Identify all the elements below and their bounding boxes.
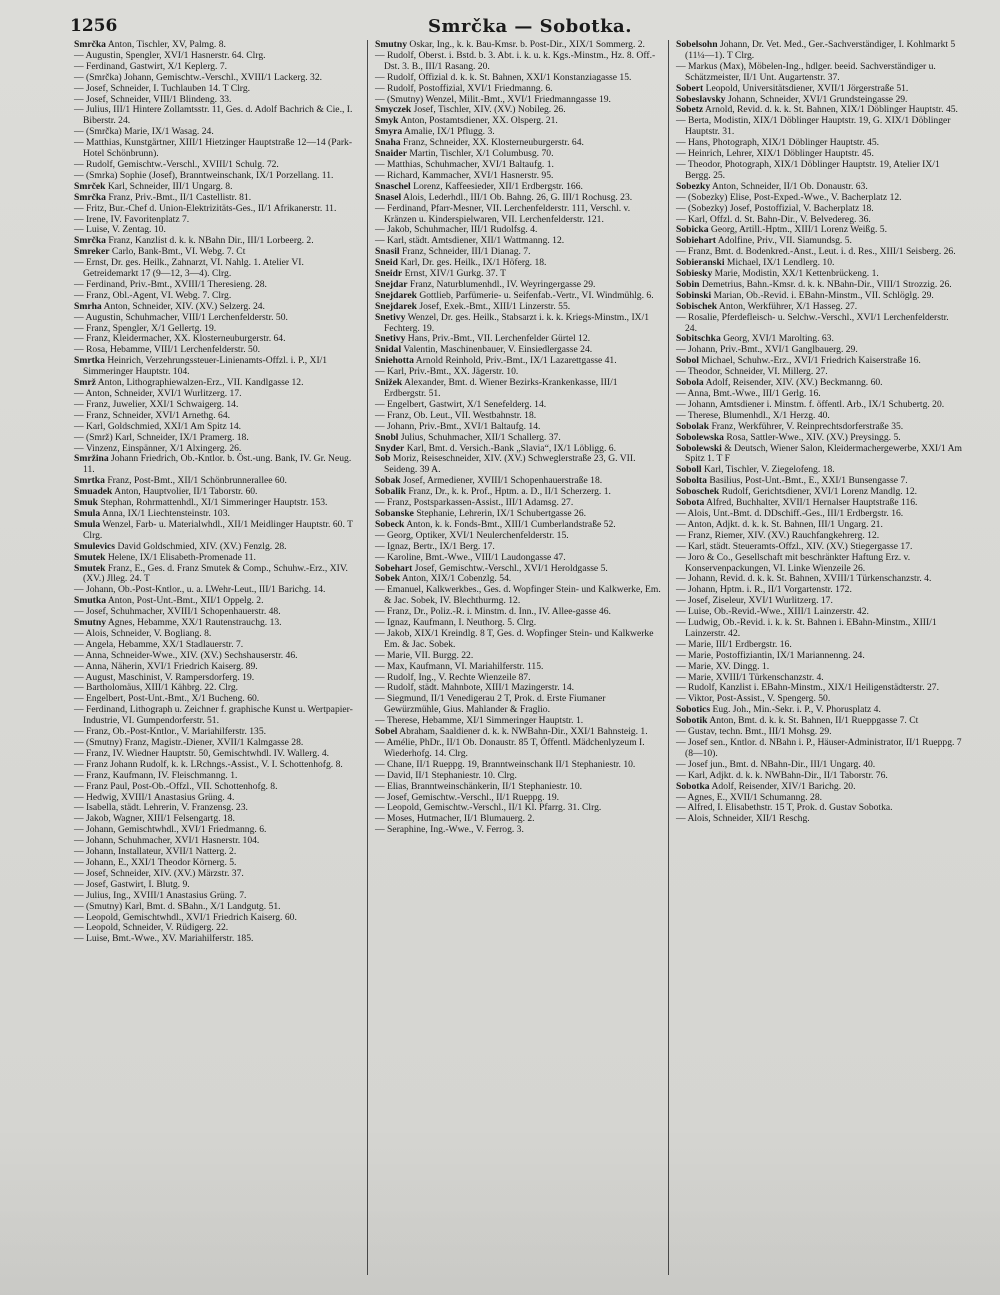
directory-entry: Soboschek Rudolf, Gerichtsdiener, XVI/1 Lorenz Mandlg. 12. [676, 486, 918, 498]
directory-entry: — Luise, Ob.-Revid.-Wwe., XIII/1 Lainzerstr. 42. [676, 606, 869, 618]
directory-entry: — Johann, Amtsdiener i. Minstm. f. öffentl. Arb., IX/1 Schubertg. 20. [676, 398, 945, 410]
directory-entry: — Karl, städt. Steueramts-Offzl., XIV. (XV.) Stiegergasse 17. [676, 540, 913, 552]
directory-entry: — Karl, Goldschmied, XXI/1 Am Spitz 14. [74, 420, 242, 432]
column-left [70, 40, 364, 1275]
directory-entry: Sobin Demetrius, Bahn.-Kmsr. d. k. k. NBahn-Dir., VIII/1 Strozzig. 26. [676, 278, 952, 290]
directory-entry: Sobicka Georg, Artill.-Hptm., XIII/1 Lorenz Weißg. 5. [676, 224, 887, 236]
directory-entry: — Marie, VII. Burgg. 22. [375, 649, 474, 661]
directory-entry: — Johann, Priv.-Bmt., XVI/1 Ganglbauerg. 29. [676, 344, 858, 356]
directory-entry: Sobolewski & Deutsch, Wiener Salon, Kleidermachergewerbe, XXI/1 Am Spitz 1. T F [676, 442, 962, 465]
directory-entry: — Marie, XV. Dingg. 1. [676, 660, 770, 672]
directory-entry: Sobotik Anton, Bmt. d. k. k. St. Bahnen, II/1 Rueppgasse 7. Ct [676, 715, 919, 727]
directory-entry: Snižek Alexander, Bmt. d. Wiener Bezirks-Krankenkasse, III/1 Erdbergstr. 51. [375, 377, 618, 399]
directory-entry: Smula Wenzel, Farb- u. Materialwhdl., XII/1 Meidlinger Hauptstr. 60. T Clrg. [74, 518, 353, 541]
directory-entry: — Matthias, Schuhmacher, XVI/1 Baltaufg. 1. [375, 158, 554, 170]
directory-entry: — Leopold, Schneider, V. Rüdigerg. 22. [74, 922, 229, 934]
directory-entry: — Karl, städt. Amtsdiener, XII/1 Wattmanng. 12. [375, 235, 565, 247]
directory-entry: Smrha Anton, Schneider, XIV. (XV.) Selzerg. 24. [74, 300, 265, 312]
directory-entry: — Rudolf, Ing., V. Rechte Wienzeile 87. [375, 671, 531, 683]
directory-entry: — Johann, Ob.-Post-Kntlor., u. a. LWehr-Leut., III/1 Barichg. 14. [74, 584, 326, 596]
directory-entry: — Julius, Ing., XVIII/1 Anastasius Grüng. 7. [74, 889, 247, 901]
directory-entry: — August, Maschinist, V. Rampersdorferg. 19. [74, 671, 255, 683]
directory-entry: — Therese, Hebamme, XI/1 Simmeringer Hauptstr. 1. [375, 715, 584, 727]
column-middle [371, 40, 665, 1275]
directory-entry: — Franz, Spengler, X/1 Gellertg. 19. [74, 322, 217, 334]
directory-entry: — Rudolf, Postoffizial, XVI/1 Friedmanng. 6. [375, 82, 553, 94]
directory-entry: — Vinzenz, Einspänner, X/1 Alxingerg. 26. [74, 442, 242, 454]
directory-entry: Sobolak Franz, Werkführer, V. Reinprechtsdorferstraße 35. [676, 420, 904, 432]
directory-entry: Sobel Abraham, Saaldiener d. k. k. NWBahn-Dir., XXI/1 Bahnsteig. 1. [375, 726, 648, 738]
directory-entry: Sobitschka Georg, XVI/1 Marolting. 63. [676, 333, 834, 345]
directory-entry: — (Smrčka) Johann, Gemischtw.-Verschl., XVIII/1 Lackerg. 32. [74, 71, 323, 83]
directory-entry: — Franz Paul, Post-Ob.-Offzl., VII. Schottenhofg. 8. [74, 780, 278, 792]
directory-entry: Snasel Alois, Lederhdl., III/1 Ob. Bahng. 26, G. III/1 Rochusg. 23. [375, 191, 633, 203]
directory-entry: — (Sobezky) Elise, Post-Exped.-Wwe., V. Bacherplatz 12. [676, 191, 902, 203]
directory-entry: — Therese, Blumenhdl., X/1 Herzg. 40. [676, 409, 830, 421]
directory-entry: — Rudolf, Gemischtw.-Verschl., XVIII/1 Schulg. 72. [74, 158, 279, 170]
directory-entry: — (Smrčka) Marie, IX/1 Wasag. 24. [74, 126, 214, 138]
directory-entry: Smuadek Anton, Hauptvolier, II/1 Taborstr. 60. [74, 486, 258, 498]
directory-entry: — Berta, Modistin, XIX/1 Döblinger Hauptstr. 19, G. XIX/1 Döblinger Hauptstr. 31. [676, 115, 951, 138]
directory-entry: — Elias, Branntweinschänkerin, II/1 Stephaniestr. 10. [375, 780, 583, 792]
directory-entry: Smrž Anton, Lithographiewalzen-Erz., VII. Kandlgasse 12. [74, 377, 304, 389]
directory-entry: — Josef sen., Kntlor. d. NBahn i. P., Häuser-Administrator, II/1 Rueppg. 7 (8—10). [676, 737, 962, 759]
directory-entry: — Theodor, Photograph, XIX/1 Döblinger Hauptstr. 19, Atelier IX/1 Bergg. 25. [676, 158, 940, 181]
directory-entry: — Bartholomäus, XIII/1 Kähbrg. 22. Clrg. [74, 682, 239, 694]
column-divider [367, 40, 368, 1275]
directory-entry: — Franz, Postsparkassen-Assist., III/1 Adamsg. 27. [375, 497, 574, 509]
directory-entry: — Leopold, Gemischtw.-Verschl., II/1 Kl. Pfarrg. 31. Clrg. [375, 802, 602, 814]
directory-entry: — Josef, Gastwirt, I. Blutg. 9. [74, 878, 190, 890]
directory-entry: Snasil Franz, Schneider, III/1 Dianag. 7. [375, 246, 531, 258]
directory-entry: — Ignaz, Bertr., IX/1 Berg. 17. [375, 540, 495, 552]
directory-entry: — Alois, Schneider, V. Bogliang. 8. [74, 627, 212, 639]
directory-entry: — Marie, XVIII/1 Türkenschanzstr. 4. [676, 671, 824, 683]
directory-entry: — Josef, Schneider, VIII/1 Blindeng. 33. [74, 93, 232, 105]
directory-entry: — (Smutny) Karl, Bmt. d. SBahn., X/1 Landgutg. 51. [74, 900, 281, 912]
directory-entry: — Augustin, Spengler, XVI/1 Hasnerstr. 64. Clrg. [74, 49, 266, 61]
directory-entry: — Siegmund, II/1 Venedigerau 2 T, Prok. d. Erste Fiumaner Gewürzmühle, Gius. Mahlander & Fraglio. [375, 693, 606, 716]
directory-entry: — Engelbert, Gastwirt, X/1 Senefelderg. 14. [375, 398, 547, 410]
directory-entry: Smrtka Heinrich, Verzehrungssteuer-Linienamts-Offzl. i. P., XI/1 Simmeringer Hauptstr. 104. [74, 355, 328, 378]
directory-entry: — Jakob, Wagner, XIII/1 Felsengartg. 18. [74, 813, 235, 825]
directory-entry: Sob Moriz, Reiseschneider, XIV. (XV.) Schweglerstraße 23, G. VII. Seideng. 39 A. [375, 453, 636, 476]
page-header [70, 10, 990, 40]
directory-entry: — Josef, Schneider, XIV. (XV.) Märzstr. 37. [74, 867, 244, 879]
directory-entry: Sobek Anton, XIX/1 Cobenzlg. 54. [375, 573, 512, 585]
directory-entry: Sobolewska Rosa, Sattler-Wwe., XIV. (XV.) Preysingg. 5. [676, 431, 901, 443]
directory-entry: — Anton, Schneider, XVI/1 Wurlitzerg. 17. [74, 388, 242, 399]
directory-entry: — Johann, Schuhmacher, XVI/1 Hasnerstr. 104. [74, 835, 260, 847]
page-number: 1256 [70, 16, 118, 36]
directory-entry: Smutny Oskar, Ing., k. k. Bau-Kmsr. b. Post-Dir., XIX/1 Sommerg. 2. [375, 40, 645, 50]
directory-entry: — Anna, Näherin, XVI/1 Friedrich Kaiserg. 89. [74, 660, 258, 672]
directory-entry: Snaschel Lorenz, Kaffeesieder, XII/1 Erdbergstr. 166. [375, 180, 583, 192]
directory-entry: — Gustav, techn. Bmt., III/1 Mohsg. 29. [676, 726, 832, 738]
directory-entry: — Anton, Adjkt. d. k. k. St. Bahnen, III/1 Ungarg. 21. [676, 518, 883, 530]
directory-entry: — Ignaz, Kaufmann, I. Neuthorg. 5. Clrg. [375, 617, 537, 629]
directory-entry: Sobotics Eug. Joh., Min.-Sekr. i. P., V. Phorusplatz 4. [676, 704, 881, 716]
directory-entry: Smržina Johann Friedrich, Ob.-Kntlor. b. Öst.-ung. Bank, IV. Gr. Neug. 11. [74, 453, 352, 476]
directory-entry: — Luise, V. Zentag. 10. [74, 224, 166, 236]
directory-entry: — Franz, Riemer, XIV. (XV.) Rauchfangkehrerg. 12. [676, 529, 880, 541]
directory-entry: — Alfred, I. Elisabethstr. 15 T, Prok. d. Gustav Sobotka. [676, 802, 893, 814]
directory-entry: — Karoline, Bmt.-Wwe., VIII/1 Laudongasse 47. [375, 551, 566, 563]
directory-entry: Sobota Alfred, Buchhalter, XVII/1 Hernalser Hauptstraße 116. [676, 497, 918, 509]
directory-entry: — Amélie, PhDr., II/1 Ob. Donaustr. 85 T, Öffentl. Mädchenlyzeum I. Wiederhofg. 14. Clrg. [375, 737, 645, 759]
directory-entry: Sobeck Anton, k. k. Fonds-Bmt., XIII/1 Cumberlandstraße 52. [375, 518, 616, 530]
directory-entry: Sobiehart Adolfine, Priv., VII. Siamundsg. 5. [676, 235, 852, 247]
directory-entry: Smutny Agnes, Hebamme, XX/1 Rautenstrauchg. 13. [74, 617, 282, 629]
directory-entry: — David, II/1 Stephaniestr. 10. Clrg. [375, 769, 517, 781]
directory-entry: — Franz, Dr., Poliz.-R. i. Minstm. d. Inn., IV. Allee-gasse 46. [375, 606, 611, 618]
running-head: Smrčka — Sobotka. [428, 16, 632, 37]
directory-entry: Sobischek Anton, Werkführer, X/1 Hasseg. 27. [676, 300, 858, 312]
directory-entry: — Johann, Installateur, XVII/1 Natterg. 2. [74, 846, 237, 858]
directory-entry: — Johann, Gemischtwhdl., XVI/1 Friedmanng. 6. [74, 824, 267, 836]
directory-entry: Snejdar Franz, Naturblumenhdl., IV. Weyringergasse 29. [375, 278, 596, 290]
directory-entry: — Josef, Gemischtw.-Verschl., II/1 Rueppg. 19. [375, 791, 560, 803]
directory-entry: Sobotka Adolf, Reisender, XIV/1 Barichg. 20. [676, 780, 856, 792]
directory-entry: — Johann, Priv.-Bmt., XVI/1 Baltaufg. 14. [375, 420, 541, 432]
directory-entry: Soboll Karl, Tischler, V. Ziegelofeng. 18. [676, 464, 835, 476]
directory-entry: Sobalik Franz, Dr., k. k. Prof., Hptm. a. D., II/1 Scherzerg. 1. [375, 486, 611, 498]
directory-entry: — Franz, Ob. Leut., VII. Westbahnstr. 18. [375, 409, 537, 421]
directory-entry: Smrtka Franz, Post-Bmt., XII/1 Schönbrunnerallee 60. [74, 475, 287, 487]
directory-entry: — Rudolf, Oberst. i. Bstd. b. 3. Abt. i. k. u. k. Kgs.-Minstm., Hz. 8. Off.-Dst. 3. B., III/1 Rasang. 20. [375, 49, 656, 72]
directory-entry: Smrčka Franz, Priv.-Bmt., II/1 Castellistr. 81. [74, 191, 252, 203]
directory-entry: — Marie, III/1 Erdbergstr. 16. [676, 638, 792, 650]
directory-entry: — (Smrka) Sophie (Josef), Branntweinschank, IX/1 Porzellang. 11. [74, 169, 334, 181]
directory-entry: Sobeslavsky Johann, Schneider, XVI/1 Grundsteingasse 29. [676, 93, 908, 105]
directory-entry: — Chane, II/1 Rueppg. 19, Branntweinschank II/1 Stephaniestr. 10. [375, 758, 636, 770]
directory-entry: Smrček Karl, Schneider, III/1 Ungarg. 8. [74, 180, 233, 192]
directory-entry: — Moses, Hutmacher, II/1 Blumauerg. 2. [375, 813, 535, 825]
directory-entry: — Josef, Schuhmacher, XVIII/1 Schopenhauerstr. 48. [74, 606, 281, 618]
directory-entry: Snejdarek Gottlieb, Parfümerie- u. Seifenfab.-Vertr., VI. Windmühlg. 6. [375, 289, 654, 301]
directory-entry: — Franz, Kleidermacher, XX. Klosterneuburgerstr. 64. [74, 333, 286, 345]
directory-entry: Sobezky Anton, Schneider, II/1 Ob. Donaustr. 63. [676, 180, 868, 192]
directory-entry: — Ludwig, Ob.-Revid. i. k. k. St. Bahnen i. EBahn-Minstm., XIII/1 Lainzerstr. 42. [676, 617, 937, 639]
directory-entry: Smutka Anton, Post-Unt.-Bmt., XII/1 Oppelg. 2. [74, 595, 264, 607]
directory-entry: — Engelbert, Post-Unt.-Bmt., X/1 Bucheng. 60. [74, 693, 260, 705]
directory-entry: Smulevics David Goldschmied, XIV. (XV.) Fenzlg. 28. [74, 540, 287, 552]
directory-columns [70, 40, 990, 1275]
directory-entry: — Franz, Juwelier, XXI/1 Schwaigerg. 14. [74, 398, 239, 410]
directory-entry: — Franz, Ob.-Post-Kntlor., V. Mariahilferstr. 135. [74, 726, 267, 738]
directory-entry: Sobolta Basilius, Post-Unt.-Bmt., E., XXI/1 Bunsengasse 7. [676, 475, 908, 487]
directory-entry: — Josef, Schneider, I. Tuchlauben 14. T Clrg. [74, 82, 251, 94]
directory-entry: Smula Anna, IX/1 Liechtensteinstr. 103. [74, 507, 230, 519]
directory-entry: — Franz, IV. Wiedner Hauptstr. 50, Gemischtwhdl. IV. Wallerg. 4. [74, 747, 330, 759]
directory-entry: — Hedwig, XVIII/1 Anastasius Grüng. 4. [74, 791, 235, 803]
directory-entry: Snidal Valentin, Maschinenbauer, V. Einsiedlergasse 24. [375, 344, 593, 356]
directory-entry: Sobelsohn Johann, Dr. Vet. Med., Ger.-Sachverständiger, I. Kohlmarkt 5 (11¼—1). T Clrg. [676, 40, 956, 61]
directory-entry: — Johann, Hptm. i. R., II/1 Vorgartenstr. 172. [676, 584, 852, 596]
directory-entry: — Rosalie, Pferdefleisch- u. Selchw.-Verschl., XVI/1 Lerchenfelderstr. 24. [676, 311, 949, 334]
directory-entry: Snetivy Wenzel, Dr. ges. Heilk., Stabsarzt i. k. k. Kriegs-Minstm., IX/1 Fechterg. 19. [375, 311, 650, 334]
directory-entry: — Johann, E., XXI/1 Theodor Körnerg. 5. [74, 856, 237, 868]
directory-entry: — Hans, Photograph, XIX/1 Döblinger Hauptstr. 45. [676, 137, 880, 149]
directory-entry: — Karl, Offzl. d. St. Bahn-Dir., V. Belvedereg. 36. [676, 213, 871, 225]
directory-entry: — Luise, Bmt.-Wwe., XV. Mariahilferstr. 185. [74, 933, 254, 945]
directory-entry: Snetivy Hans, Priv.-Bmt., VII. Lerchenfelder Gürtel 12. [375, 333, 591, 345]
directory-entry: — Rudolf, Offizial d. k. k. St. Bahnen, XXI/1 Konstanziagasse 15. [375, 71, 632, 83]
directory-entry: — Leopold, Gemischtwhdl., XVI/1 Friedrich Kaiserg. 60. [74, 911, 297, 923]
directory-entry: — Joro & Co., Gesellschaft mit beschränkter Haftung Erz. v. Konservenpackungen, VI. Linke Wienzeile 26. [676, 551, 911, 574]
directory-entry: — Rosa, Hebamme, VIII/1 Lerchenfelderstr. 50. [74, 344, 261, 356]
directory-entry: Sniehotta Arnold Reinhold, Priv.-Bmt., IX/1 Lazarettgasse 41. [375, 355, 617, 367]
directory-entry: — Alois, Unt.-Bmt. d. DDschiff.-Ges., III/1 Erdbergstr. 16. [676, 507, 904, 519]
directory-entry: Sobieranski Michael, IX/1 Lendlerg. 10. [676, 257, 835, 269]
directory-entry: Sneid Karl, Dr. ges. Heilk., IX/1 Höferg. 18. [375, 257, 547, 269]
directory-entry: — Karl, Priv.-Bmt., XX. Jägerstr. 10. [375, 366, 519, 378]
directory-entry: — Matthias, Kunstgärtner, XIII/1 Hietzinger Hauptstraße 12—14 (Park-Hotel Schönbrunn). [74, 137, 353, 160]
directory-entry: — Richard, Kammacher, XVI/1 Hasnerstr. 95. [375, 169, 554, 181]
directory-entry: — Jakob, Schuhmacher, III/1 Rudolfsg. 4. [375, 224, 538, 236]
column-divider [668, 40, 669, 1275]
directory-entry: Sobinski Marian, Ob.-Revid. i. EBahn-Minstm., VII. Schlöglg. 29. [676, 289, 934, 301]
directory-entry: — Franz Johann Rudolf, k. k. LRchngs.-Assist., V. I. Schottenhofg. 8. [74, 758, 343, 770]
directory-entry: — Viktor, Post-Assist., V. Spengerg. 50. [676, 693, 831, 705]
directory-entry: Smreker Carlo, Bank-Bmt., VI. Webg. 7. Ct [74, 246, 246, 258]
directory-entry: — Franz, Bmt. d. Bodenkred.-Anst., Leut. i. d. Res., XIII/1 Seisberg. 26. [676, 246, 956, 258]
directory-entry: — Franz, Obl.-Agent, VI. Webg. 7. Clrg. [74, 289, 232, 301]
directory-entry: — Ernst, Dr. ges. Heilk., Zahnarzt, VI. Nahlg. 1. Atelier VI. Getreidemarkt 17 (9—12, 3—4). Clrg. [74, 257, 304, 280]
directory-entry: — Ferdinand, Gastwirt, X/1 Keplerg. 7. [74, 60, 228, 72]
directory-entry: Sobehart Josef, Gemischtw.-Verschl., XVI/1 Heroldgasse 5. [375, 562, 608, 574]
directory-entry: Sobak Josef, Armediener, XVIII/1 Schopenhauerstraße 18. [375, 475, 603, 487]
directory-entry: Snyder Karl, Bmt. d. Versich.-Bank „Slavia“, IX/1 Löbligg. 6. [375, 442, 616, 454]
directory-entry: Smyra Amalie, IX/1 Pflugg. 3. [375, 126, 495, 138]
directory-entry: — Ferdinand, Lithograph u. Zeichner f. graphische Kunst u. Wertpapier-Industrie, VI. Gumpendorferstr. 51. [74, 704, 353, 727]
directory-entry: Smyczek Josef, Tischler, XIV. (XV.) Nobileg. 26. [375, 104, 566, 116]
directory-entry: — Max, Kaufmann, VI. Mariahilferstr. 115. [375, 660, 544, 672]
directory-entry: — Johann, Revid. d. k. k. St. Bahnen, XVIII/1 Türkenschanzstr. 4. [676, 573, 932, 585]
directory-entry: Sobert Leopold, Universitätsdiener, XVII/1 Jörgerstraße 51. [676, 82, 909, 94]
directory-entry: — Ferdinand, Priv.-Bmt., XVIII/1 Theresieng. 28. [74, 278, 267, 290]
directory-entry: — Theodor, Schneider, VI. Millerg. 27. [676, 366, 828, 378]
directory-entry: Smutek Franz, E., Ges. d. Franz Smutek & Comp., Schuhw.-Erz., XIV. (XV.) Jlleg. 24. T [74, 562, 348, 585]
directory-entry: Sobiesky Marie, Modistin, XX/1 Kettenbrückeng. 1. [676, 268, 879, 280]
directory-entry: — Augustin, Schuhmacher, VIII/1 Lerchenfelderstr. 50. [74, 311, 288, 323]
directory-entry: Smuk Stephan, Rohrmattenhdl., XI/1 Simmeringer Hauptstr. 153. [74, 497, 328, 509]
directory-entry: — Karl, Adjkt. d. k. k. NWBahn-Dir., II/1 Taborstr. 76. [676, 769, 888, 781]
directory-entry: — Marie, Postoffiziantin, IX/1 Mariannenng. 24. [676, 649, 865, 661]
directory-entry: — Anna, Bmt.-Wwe., III/1 Gerlg. 16. [676, 388, 821, 399]
directory-entry: — Heinrich, Lehrer, XIX/1 Döblinger Hauptstr. 45. [676, 148, 874, 160]
directory-entry: — Rudolf, Kanzlist i. EBahn-Minstm., XIX/1 Heiligenstädterstr. 27. [676, 682, 939, 694]
directory-entry: — (Smutny) Wenzel, Milit.-Bmt., XVI/1 Friedmanngasse 19. [375, 93, 611, 105]
directory-entry: — Josef jun., Bmt. d. NBahn-Dir., III/1 Ungarg. 40. [676, 758, 876, 770]
directory-entry: — (Sobezky) Josef, Postoffizial, V. Bacherplatz 18. [676, 202, 874, 214]
directory-entry: Sobola Adolf, Reisender, XIV. (XV.) Beckmanng. 60. [676, 377, 883, 389]
directory-entry: — Julius, III/1 Hintere Zollamtsstr. 11, Ges. d. Adolf Bachrich & Cie., I. Biberstr. 24. [74, 104, 353, 127]
directory-entry: — Ferdinand, Pfarr-Mesner, VII. Lerchenfelderstr. 111, Verschl. v. Kränzen u. Kinderspielwaren, VII. Lerchenfelderstr. 121. [375, 202, 631, 225]
directory-entry: Snejdarek Josef, Exek.-Bmt., XIII/1 Linzerstr. 55. [375, 300, 571, 312]
directory-entry: — Jakob, XIX/1 Kreindlg. 8 T, Ges. d. Wopfinger Stein- und Kalkwerke Em. & Jac. Sobek. [375, 627, 654, 650]
directory-entry: — Irene, IV. Favoritenplatz 7. [74, 213, 190, 225]
directory-entry: Sobanske Stephanie, Lehrerin, IX/1 Schubertgasse 26. [375, 507, 587, 519]
directory-entry: — Anna, Schneider-Wwe., XIV. (XV.) Sechshauserstr. 46. [74, 649, 298, 661]
directory-entry: Smutek Helene, IX/1 Elisabeth-Promenade 11. [74, 551, 256, 563]
directory-entry: — (Smutny) Franz, Magistr.-Diener, XVII/1 Kalmgasse 28. [74, 737, 304, 748]
directory-entry: — Rudolf, städt. Mahnbote, XIII/1 Mazingerstr. 14. [375, 682, 575, 694]
column-right [672, 40, 966, 1275]
directory-entry: — Markus (Max), Möbelen-Ing., hdlger. beeid. Sachverständiger u. Schätzmeister, II/1 Unt. Augartenstr. 37. [676, 60, 936, 83]
directory-entry: Smrčka Franz, Kanzlist d. k. k. NBahn Dir., III/1 Lorbeerg. 2. [74, 235, 314, 247]
directory-entry: Smrčka Anton, Tischler, XV, Palmg. 8. [74, 40, 226, 50]
directory-entry: Snaider Martin, Tischler, X/1 Columbusg. 70. [375, 148, 554, 160]
directory-entry: — Georg, Optiker, XVI/1 Neulerchenfelderstr. 15. [375, 529, 569, 541]
directory-entry: — Franz, Kaufmann, IV. Fleischmanng. 1. [74, 769, 238, 781]
directory-entry: Sobetz Arnold, Revid. d. k. k. St. Bahnen, XIX/1 Döblinger Hauptstr. 45. [676, 104, 958, 116]
directory-entry: — Isabella, städt. Lehrerin, V. Franzensg. 23. [74, 802, 248, 814]
directory-entry: — Emanuel, Kalkwerkbes., Ges. d. Wopfinger Stein- und Kalkwerke, Em. & Jac. Sobek, IV. Blechthurmg. 12. [375, 584, 661, 607]
directory-entry: Sneidr Ernst, XIV/1 Gurkg. 37. T [375, 268, 506, 280]
directory-entry: Snaha Franz, Schneider, XX. Klosterneuburgerstr. 64. [375, 137, 584, 149]
directory-entry: — Angela, Hebamme, XX/1 Stadlauerstr. 7. [74, 638, 244, 650]
directory-entry: — Fritz, Bur.-Chef d. Union-Elektrizitäts-Ges., II/1 Afrikanerstr. 11. [74, 202, 337, 214]
directory-entry: — Seraphine, Ing.-Wwe., V. Ferrog. 3. [375, 824, 524, 836]
directory-entry: — Agnes, E., XVII/1 Schumanng. 28. [676, 791, 823, 803]
directory-entry: — Josef, Ziseleur, XVI/1 Wurlitzerg. 17. [676, 595, 833, 607]
directory-entry: Sobol Michael, Schuhw.-Erz., XVI/1 Friedrich Kaiserstraße 16. [676, 355, 921, 367]
directory-entry: — Alois, Schneider, XII/1 Reschg. [676, 813, 810, 825]
directory-entry: Smyk Anton, Postamtsdiener, XX. Olsperg. 21. [375, 115, 558, 127]
directory-entry: Snobl Julius, Schuhmacher, XII/1 Schallerg. 37. [375, 431, 561, 443]
directory-entry: — Franz, Schneider, XVI/1 Arnethg. 64. [74, 409, 231, 421]
directory-entry: — (Smrž) Karl, Schneider, IX/1 Pramerg. 18. [74, 431, 249, 443]
